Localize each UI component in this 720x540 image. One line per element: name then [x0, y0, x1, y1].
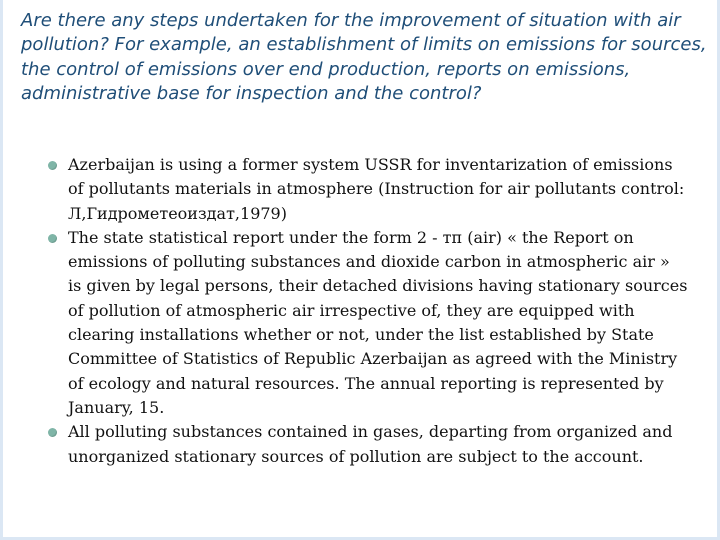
bullet-text: Azerbaijan is using a former system USSR for inventarization of emissions of pollutants materials in atmosphere (Instruction for air pollutants control: Л,Гидрометеоиздат,1979) [68, 155, 685, 223]
bullet-dot-icon [48, 428, 57, 437]
bullet-dot-icon [48, 234, 57, 243]
bullet-text: The state statistical report under the form 2 - тп (air) « the Report on emissions of polluting substances and dioxide carbon in atmospheric air » is given by legal persons, their detached divisions having stationary sources of pollution of atmospheric air irrespective of, they are equipped with clearing installations whether or not, under the list established by State Committee of Statistics of Republic Azerbaijan as agreed with the Ministry of ecology and natural resources. The annual reporting is represented by January, 15. [68, 227, 688, 417]
list-item [48, 420, 688, 469]
slide-title: Are there any steps undertaken for the improvement of situation with air pollution? For example, an establishment of limits on emissions for sources, the control of emissions over end production, reports on emissions, administrative base for inspection and the control? [21, 10, 707, 104]
list-item [48, 153, 688, 226]
bullet-text: All polluting substances contained in gases, departing from organized and unorganized stationary sources of pollution are subject to the account. [68, 422, 673, 466]
list-item [48, 226, 688, 420]
bullet-dot-icon [48, 161, 57, 170]
bullet-list [48, 153, 688, 469]
